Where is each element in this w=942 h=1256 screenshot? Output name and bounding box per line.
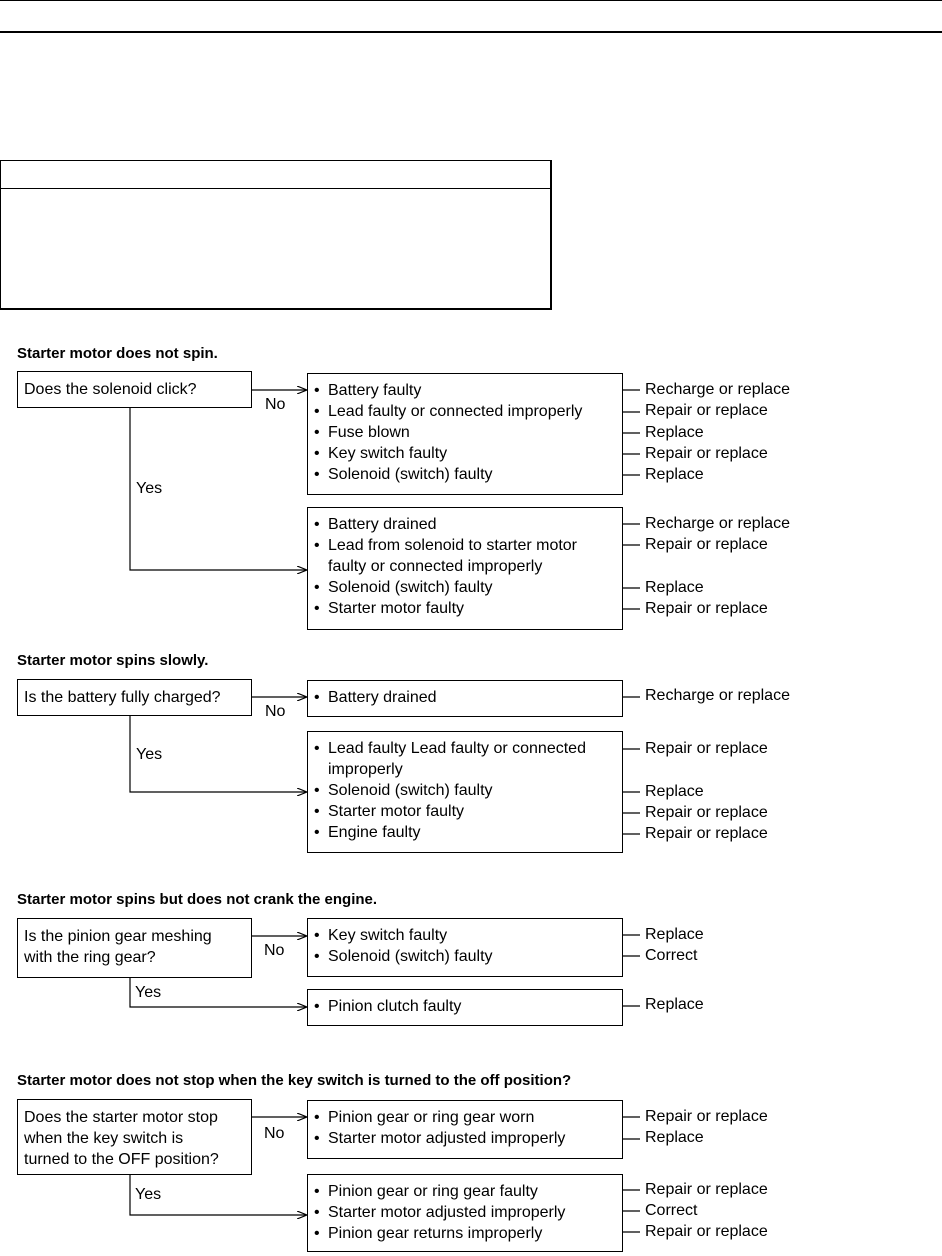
- remedy: Repair or replace: [645, 1181, 768, 1198]
- remedy: Correct: [645, 1202, 698, 1219]
- remedy: Repair or replace: [645, 445, 768, 462]
- remedy: Repair or replace: [645, 1108, 768, 1125]
- section-1-no-label: No: [265, 396, 286, 413]
- cause-item: • Battery drained: [314, 516, 437, 533]
- section-2-question-box: [17, 679, 252, 716]
- section-4-yes-causes-box: [307, 1174, 623, 1252]
- section-4-no-causes-box: [307, 1100, 623, 1159]
- remedy: Replace: [645, 926, 704, 943]
- section-4-title: Starter motor does not stop when the key switch is turned to the off position?: [17, 1072, 572, 1089]
- cause-item: • Pinion clutch faulty: [314, 998, 462, 1015]
- cause-item: • Starter motor faulty: [314, 803, 465, 820]
- section-1-title: Starter motor does not spin.: [17, 345, 218, 362]
- cause-item: • Solenoid (switch) faulty: [314, 579, 493, 596]
- section-2-no-label: No: [265, 703, 286, 720]
- remedy: Repair or replace: [645, 804, 768, 821]
- question-text: turned to the OFF position?: [24, 1151, 219, 1168]
- cause-item: • Lead faulty Lead faulty or connected: [314, 740, 586, 757]
- cause-item: • Lead from solenoid to starter motor: [314, 537, 578, 554]
- remedy: Repair or replace: [645, 600, 768, 617]
- cause-item: • Battery faulty: [314, 382, 422, 399]
- section-1-question-box: [17, 371, 252, 408]
- cause-item: • Solenoid (switch) faulty: [314, 948, 493, 965]
- section-1-yes-label: Yes: [136, 480, 163, 497]
- cause-item: • Pinion gear or ring gear faulty: [314, 1183, 538, 1200]
- cause-item: • Key switch faulty: [314, 445, 448, 462]
- remedy: Repair or replace: [645, 1223, 768, 1240]
- section-3-question-box: [17, 918, 252, 978]
- section-2-no-causes-box: [307, 680, 623, 717]
- question-text: Is the pinion gear meshing: [24, 928, 212, 945]
- remedy: Repair or replace: [645, 825, 768, 842]
- remedy: Replace: [645, 424, 704, 441]
- section-2-yes-label: Yes: [136, 746, 163, 763]
- remedy: Repair or replace: [645, 740, 768, 757]
- section-2-title: Starter motor spins slowly.: [17, 652, 209, 669]
- cause-item: • Key switch faulty: [314, 927, 448, 944]
- section-3-no-causes-box: [307, 918, 623, 977]
- cause-item: • Engine faulty: [314, 824, 421, 841]
- cause-item: • Solenoid (switch) faulty: [314, 782, 493, 799]
- section-4-yes-label: Yes: [135, 1186, 162, 1203]
- cause-item: • Battery drained: [314, 689, 437, 706]
- section-3-no-label: No: [264, 942, 285, 959]
- cause-item: • Starter motor faulty: [314, 600, 465, 617]
- section-3-yes-causes-box: [307, 989, 623, 1026]
- section-1-no-causes-box: [307, 373, 623, 495]
- cause-item: • Pinion gear returns improperly: [314, 1225, 543, 1242]
- remedy: Correct: [645, 947, 698, 964]
- section-4-no-label: No: [264, 1125, 285, 1142]
- section-1-yes-causes-box: [307, 507, 623, 630]
- remedy: Recharge or replace: [645, 515, 790, 532]
- question-text: Is the battery fully charged?: [24, 689, 221, 706]
- cause-item: • Lead faulty or connected improperly: [314, 403, 583, 420]
- section-2-yes-causes-box: [307, 731, 623, 853]
- cause-item: • Solenoid (switch) faulty: [314, 466, 493, 483]
- question-text: Does the starter motor stop: [24, 1109, 218, 1126]
- remedy: Repair or replace: [645, 402, 768, 419]
- remedy: Recharge or replace: [645, 687, 790, 704]
- remedy: Replace: [645, 783, 704, 800]
- remedy: Repair or replace: [645, 536, 768, 553]
- cause-item: • Pinion gear or ring gear worn: [314, 1109, 535, 1126]
- cause-item-continuation: improperly: [328, 761, 403, 778]
- remedy: Recharge or replace: [645, 381, 790, 398]
- cause-item: • Starter motor adjusted improperly: [314, 1130, 566, 1147]
- cause-item: • Fuse blown: [314, 424, 410, 441]
- remedy: Replace: [645, 996, 704, 1013]
- section-4-question-box: [17, 1099, 252, 1175]
- cause-item: • Starter motor adjusted improperly: [314, 1204, 566, 1221]
- question-text: Does the solenoid click?: [24, 381, 197, 398]
- question-text: with the ring gear?: [24, 949, 156, 966]
- section-3-title: Starter motor spins but does not crank the engine.: [17, 891, 378, 908]
- cause-item-continuation: faulty or connected improperly: [328, 558, 543, 575]
- section-3-yes-label: Yes: [135, 984, 162, 1001]
- remedy: Replace: [645, 579, 704, 596]
- question-text: when the key switch is: [24, 1130, 184, 1147]
- remedy: Replace: [645, 466, 704, 483]
- remedy: Replace: [645, 1129, 704, 1146]
